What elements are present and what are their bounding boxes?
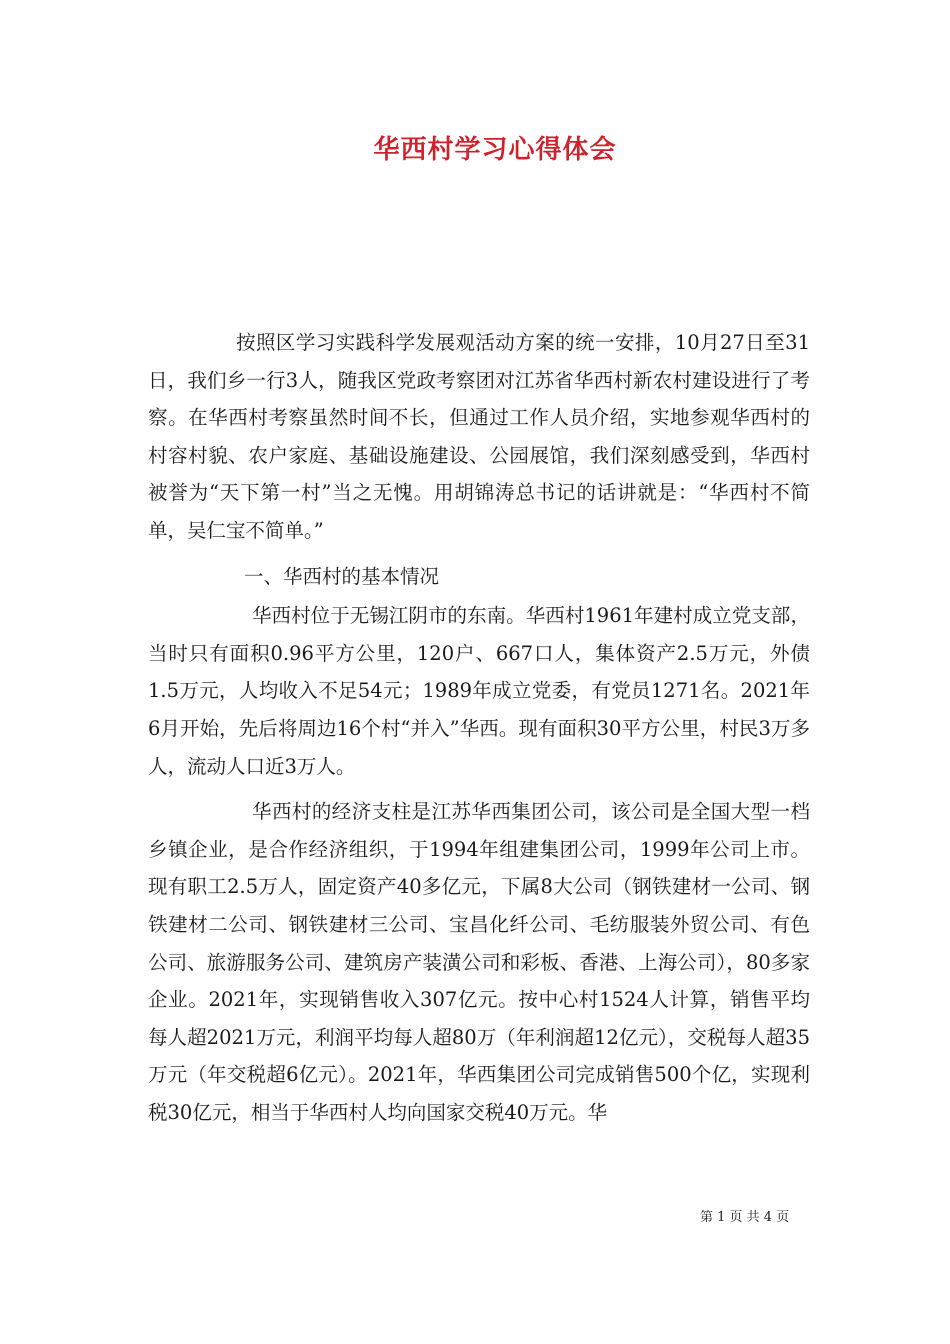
section-heading-basic-info: 一、华西村的基本情况 — [244, 564, 440, 588]
page-number: 第 1 页 共 4 页 — [700, 1210, 790, 1225]
paragraph-economy: 华西村的经济支柱是江苏华西集团公司，该公司是全国大型一档乡镇企业，是合作经济组织，于1994年组建集团公司，1999年公司上市。现有职工2.5万人，固定资产40多亿元，下属8大公司（钢铁建材一公司、钢铁建材二公司、钢铁建材三公司、宝昌化纤公司、毛纺服装外贸公司、有色公司、旅游服务公司、建筑房产装潢公司和彩板、香港、上海公司），80多家企业。2021年，实现销售收入307亿元。按中心村1524人计算，销售平均每人超2021万元，利润平均每人超80万（年利润超12亿元），交税每人超35万元（年交税超6亿元）。2021年，华西集团公司完成销售500个亿，实现利税30亿元，相当于华西村人均向国家交税40万元。华 — [148, 800, 810, 1124]
document-body — [148, 324, 810, 1131]
paragraph-intro: 按照区学习实践科学发展观活动方案的统一安排，10月27日至31日，我们乡一行3人，随我区党政考察团对江苏省华西村新农村建设进行了考察。在华西村考察虽然时间不长，但通过工作人员介绍，实地参观华西村的村容村貌、农户家庭、基础设施建设、公园展馆，我们深刻感受到，华西村被誉为“天下第一村”当之无愧。用胡锦涛总书记的话讲就是：“华西村不简单，吴仁宝不简单。” — [148, 331, 810, 542]
document-title: 华西村学习心得体会 — [373, 135, 617, 165]
paragraph-basic-info: 华西村位于无锡江阴市的东南。华西村1961年建村成立党支部，当时只有面积0.96平方公里，120户、667口人，集体资产2.5万元，外债1.5万元，人均收入不足54元；1989年成立党委，有党员1271名。2021年6月开始，先后将周边16个村“并入”华西。现有面积30平方公里，村民3万多人，流动人口近3万人。 — [148, 604, 810, 778]
